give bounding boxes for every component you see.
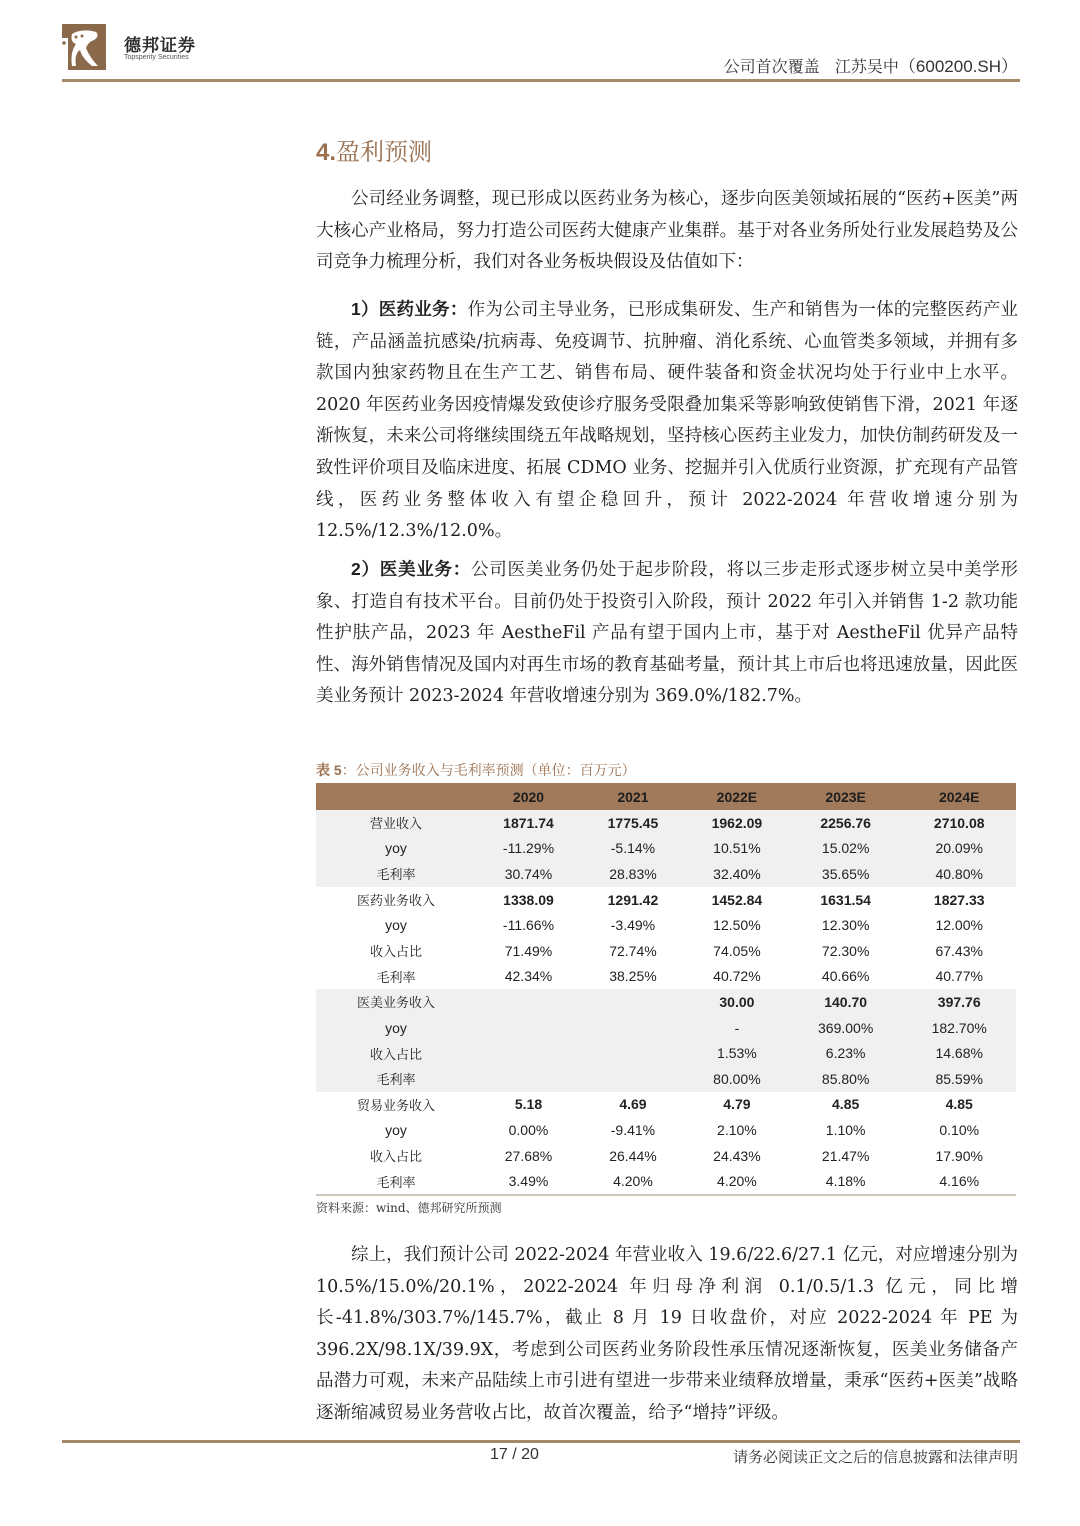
table-cell: 1827.33 (933, 891, 985, 908)
table-cell: 1631.54 (820, 891, 871, 908)
pharma-paragraph (316, 294, 1018, 548)
table-cell: 4.20% (685, 1168, 789, 1195)
aesthetic-label: 2）医美业务： (351, 559, 472, 579)
table-cell: 4.16% (902, 1168, 1016, 1195)
page-number: 17 / 20 (490, 1446, 539, 1463)
column-header: 2022E (685, 783, 789, 810)
table-cell: 4.18% (789, 1168, 903, 1195)
table-row (316, 1143, 1016, 1169)
table-cell: 140.70 (789, 989, 903, 1015)
row-label: 贸易业务收入 (356, 1098, 435, 1114)
table-cell: 4.85 (945, 1096, 973, 1113)
summary-paragraph: 综上，我们预计公司 2022-2024 年营业收入 19.6/22.6/27.1 亿元，对应增速分别为 10.5%/15.0%/20.1%，2022-2024 年归母净利润 0.1/0.5/1.3 亿元，同比增长-41.8%/303.7%/145.7%，截止 8 月 19 日收盘价，对应 2022-2024 年 PE 为 396.2X/98.1X/39.9X，考虑到公司医药业务阶段性承压情况逐渐恢复，医美业务储备产品潜力可观，未来产品陆续上市引进有望进一步带来业绩释放增量，秉承“医药+医美”战略逐渐缩减贸易业务营收占比，故首次覆盖，给予“增持”评级。 (316, 1245, 1018, 1423)
table-caption (316, 760, 636, 780)
table-row (316, 912, 1016, 938)
table-cell: 1338.09 (503, 891, 554, 908)
table-cell: 1291.42 (607, 891, 659, 908)
row-label: yoy (316, 836, 476, 862)
table-cell: 369.00% (789, 1015, 903, 1041)
table-cell: -5.14% (581, 836, 685, 862)
table-cell: 12.50% (713, 917, 761, 934)
row-label: 毛利率 (316, 861, 476, 887)
table-cell: 182.70% (902, 1015, 1016, 1041)
table-row (316, 989, 1016, 1015)
table-cell: -11.29% (476, 836, 581, 862)
table-cell: - (685, 1015, 789, 1041)
table-cell: 80.00% (685, 1066, 789, 1092)
table-cell: 21.47% (821, 1147, 870, 1164)
row-label: 毛利率 (376, 970, 416, 986)
table-cell: 5.18 (514, 1096, 543, 1113)
table-cell: 1775.45 (581, 810, 685, 836)
table-cell: 1452.84 (711, 891, 763, 908)
row-label: 收入占比 (316, 1040, 476, 1066)
forecast-table (316, 783, 1016, 1196)
table-cell: 1.10% (825, 1121, 866, 1138)
table-row (316, 964, 1016, 990)
table-row (316, 1117, 1016, 1143)
header-divider (62, 79, 1020, 82)
table-cell: -9.41% (610, 1121, 656, 1138)
intro-paragraph: 公司经业务调整，现已形成以医药业务为核心，逐步向医美领域拓展的“医药+医美”两大核心产业格局，努力打造公司医药大健康产业集群。基于对各业务所处行业发展趋势及公司竞争力梳理分析，我们对各业务板块假设及估值如下： (316, 189, 1018, 273)
table-cell: 3.49% (476, 1168, 581, 1195)
table-cell: -11.66% (502, 917, 555, 934)
table-cell: 32.40% (685, 861, 789, 887)
table-cell: -3.49% (610, 917, 656, 934)
row-label: 医药业务收入 (356, 894, 435, 910)
footer-disclaimer: 请务必阅读正文之后的信息披露和法律声明 (732, 1448, 1018, 1466)
table-cell: 4.79 (723, 1096, 751, 1113)
column-header: 2021 (581, 783, 685, 810)
section-title-text: 盈利预测 (336, 138, 433, 166)
company-name: 江苏吴中 (834, 57, 899, 76)
aesthetic-paragraph (316, 554, 1018, 713)
table-cell: 12.00% (935, 917, 983, 934)
table-cell: 1.53% (685, 1040, 789, 1066)
table-row (316, 861, 1016, 887)
table-row (316, 1015, 1016, 1041)
table-cell: 71.49% (504, 942, 553, 959)
table-cell: 4.85 (832, 1096, 860, 1113)
brand-name-cn: 德邦证券 (124, 36, 196, 56)
table-cell: 0.00% (508, 1121, 549, 1138)
table-row (316, 1168, 1016, 1195)
row-label: yoy (385, 917, 407, 934)
table-cell: 1962.09 (685, 810, 789, 836)
row-label: 营业收入 (316, 810, 476, 836)
row-label: 毛利率 (316, 1168, 476, 1195)
table-cell: 40.66% (821, 968, 870, 985)
pharma-text: 作为公司主导业务，已形成集研发、生产和销售为一体的完整医药产业链，产品涵盖抗感染/抗病毒、免疫调节、抗肿瘤、消化系统、心血管类多领域，并拥有多款国内独家药物且在生产工艺、销售布局、硬件装备和资金状况均处于行业中上水平。2020 年医药业务因疫情爆发致使诊疗服务受限叠加集采等影响致使销售下滑，2021 年逐渐恢复，未来公司将继续围绕五年战略规划，坚持核心医药主业发力，加快仿制药研发及一致性评价项目及临床进度、拓展 CDMO 业务、挖掘并引入优质行业资源，扩充现有产品管线，医药业务整体收入有望企稳回升，预计 2022-2024 年营收增速分别为 12.5%/12.3%/12.0%。 (316, 300, 1019, 542)
column-header: 2020 (476, 783, 581, 810)
table-cell: 10.51% (685, 836, 789, 862)
table-cell: 2256.76 (789, 810, 903, 836)
table-row (316, 1066, 1016, 1092)
table-caption-text: ：公司业务收入与毛利率预测（单位：百万元） (341, 763, 636, 779)
row-label: 医美业务收入 (316, 989, 476, 1015)
pharma-label: 1）医药业务： (351, 299, 468, 319)
row-label: 毛利率 (316, 1066, 476, 1092)
table-cell: 2.10% (717, 1121, 757, 1138)
table-cell: 26.44% (609, 1147, 657, 1164)
table-cell (581, 1040, 685, 1066)
table-cell: 42.34% (504, 968, 553, 985)
table-cell: 28.83% (581, 861, 685, 887)
table-cell: 4.69 (619, 1096, 647, 1113)
table-cell: 4.20% (581, 1168, 685, 1195)
table-cell (476, 1066, 581, 1092)
table-cell (581, 1015, 685, 1041)
brand-name-en: Topsperity Securities (124, 54, 189, 61)
table-row (316, 1040, 1016, 1066)
column-header: 2024E (902, 783, 1016, 810)
table-cell: 85.80% (789, 1066, 903, 1092)
table-cell: 1871.74 (476, 810, 581, 836)
table-cell: 15.02% (789, 836, 903, 862)
table-cell: 40.72% (713, 968, 761, 985)
table-cell: 2710.08 (902, 810, 1016, 836)
ticker: （600200.SH） (898, 57, 1018, 76)
section-number: 4. (316, 139, 337, 166)
table-cell (581, 1066, 685, 1092)
table-cell: 17.90% (935, 1147, 983, 1164)
footer-divider (62, 1440, 1020, 1443)
table-cell: 35.65% (789, 861, 903, 887)
table-cell: 40.77% (935, 968, 983, 985)
table-cell: 6.23% (789, 1040, 903, 1066)
table-row (316, 1092, 1016, 1118)
table-cell (476, 1040, 581, 1066)
row-label: 收入占比 (369, 945, 422, 961)
table-cell: 72.74% (609, 942, 657, 959)
row-label: 收入占比 (369, 1150, 422, 1166)
table-row (316, 887, 1016, 913)
table-row (316, 810, 1016, 836)
table-row (316, 938, 1016, 964)
table-cell: 12.30% (821, 917, 870, 934)
logo-icon (62, 24, 106, 70)
table-cell: 30.74% (476, 861, 581, 887)
table-cell: 397.76 (902, 989, 1016, 1015)
table-cell (476, 1015, 581, 1041)
table-source: 资料来源：wind、德邦研究所预测 (316, 1201, 502, 1215)
table-cell: 72.30% (821, 942, 870, 959)
table-cell: 74.05% (713, 942, 761, 959)
table-cell: 85.59% (902, 1066, 1016, 1092)
table-cell: 20.09% (902, 836, 1016, 862)
table-cell: 67.43% (935, 942, 983, 959)
section-title (316, 132, 432, 167)
table-cell: 27.68% (504, 1147, 553, 1164)
table-cell: 14.68% (902, 1040, 1016, 1066)
table-cell: 24.43% (713, 1147, 761, 1164)
table-cell: 0.10% (939, 1121, 980, 1138)
table-cell: 40.80% (902, 861, 1016, 887)
report-header (724, 52, 1018, 77)
table-row (316, 836, 1016, 862)
table-caption-prefix: 表 5 (316, 762, 342, 778)
aesthetic-text: 公司医美业务仍处于起步阶段，将以三步走形式逐步树立吴中美学形象、打造自有技术平台。目前仍处于投资引入阶段，预计 2022 年引入并销售 1-2 款功能性护肤产品，2023 年 AestheFil 产品有望于国内上市，基于对 AestheFil 优异产品特性、海外销售情况及国内对再生市场的教育基础考量，预计其上市后也将迅速放量，因此医美业务预计 2023-2024 年营收增速分别为 369.0%/182.7%。 (316, 560, 1019, 707)
table-cell (581, 989, 685, 1015)
row-label: yoy (316, 1015, 476, 1041)
report-type: 公司首次覆盖 (723, 57, 820, 76)
table-header-row (316, 783, 1016, 810)
row-label: yoy (385, 1121, 407, 1138)
table-cell: 30.00 (685, 989, 789, 1015)
column-header: 2023E (789, 783, 903, 810)
table-cell: 38.25% (609, 968, 657, 985)
column-header (316, 783, 476, 810)
table-cell (476, 989, 581, 1015)
